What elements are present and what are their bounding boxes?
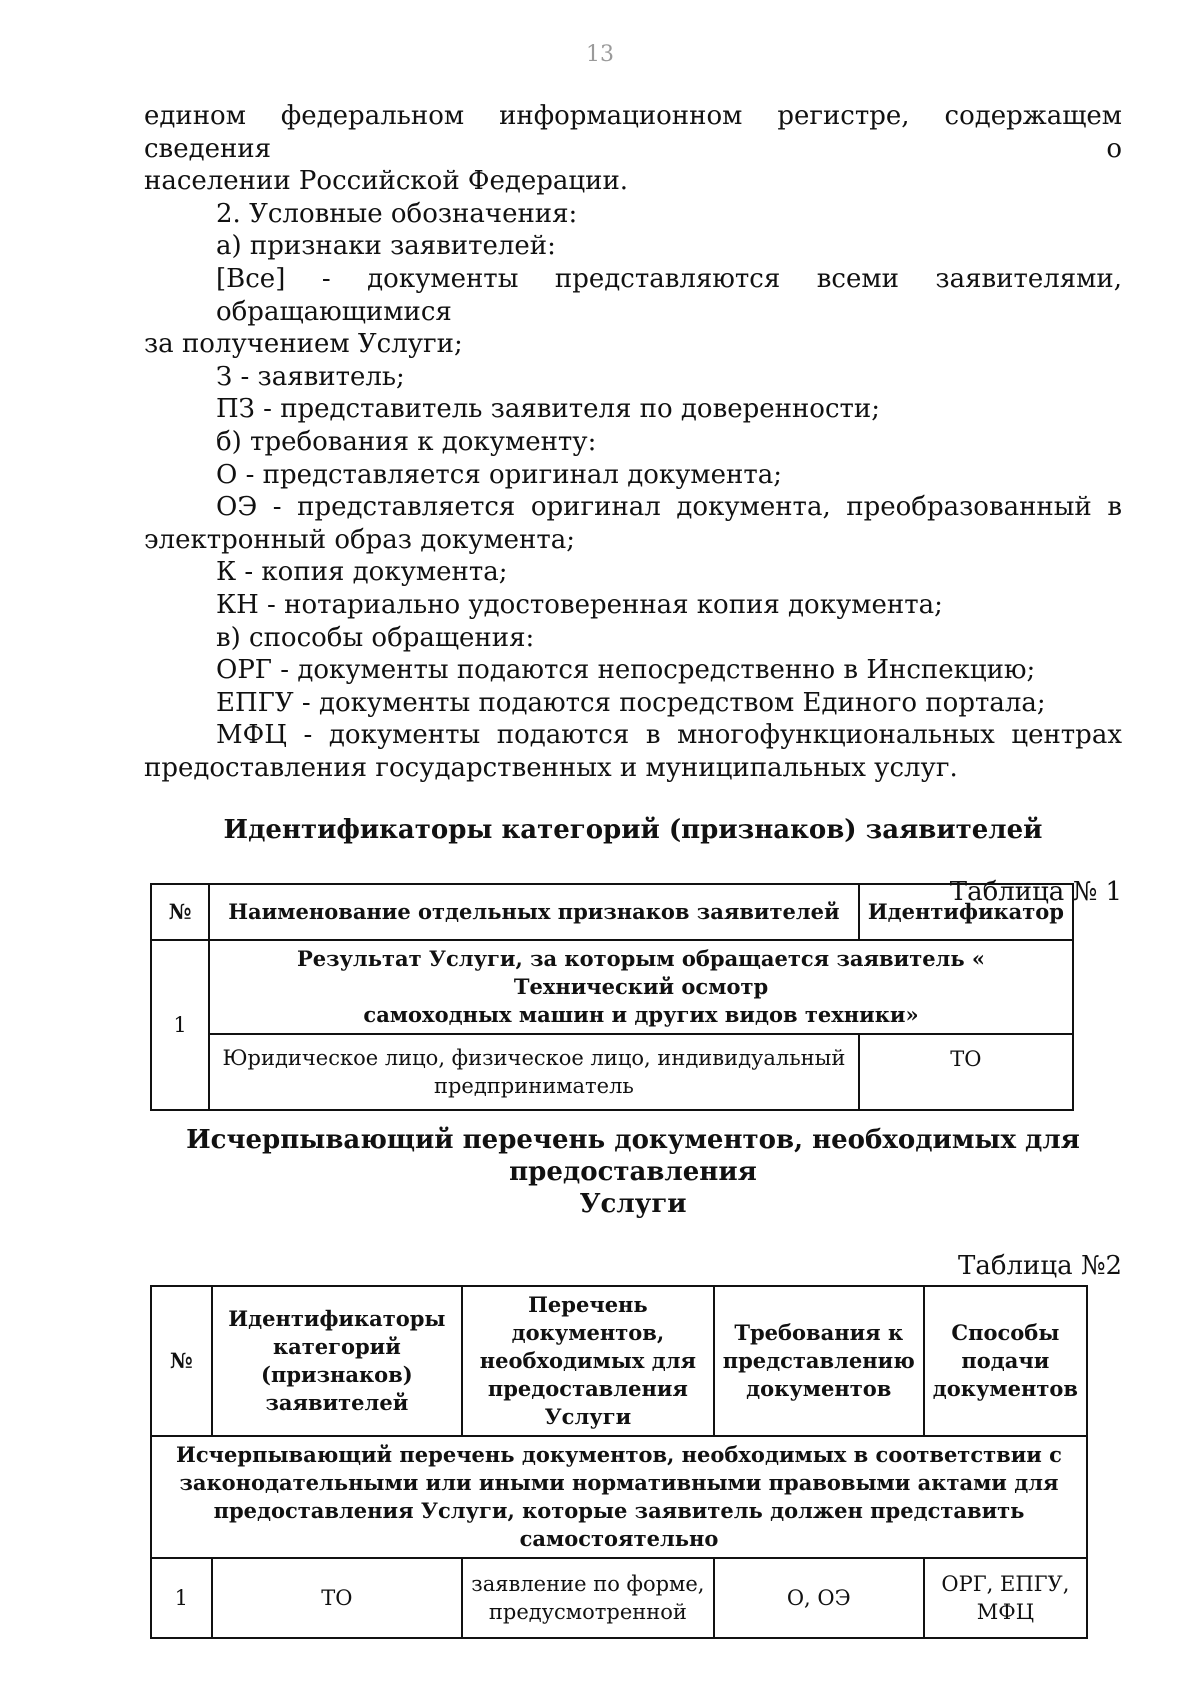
- table-subheader-row: [151, 1436, 1087, 1558]
- section-heading-line: Услуги: [579, 1189, 687, 1219]
- header-line: заявителей: [265, 1390, 409, 1415]
- header-line: Способы: [951, 1320, 1060, 1345]
- cell-line: предприниматель: [433, 1074, 634, 1098]
- cell-subheader: [151, 1436, 1087, 1558]
- header-line: категорий: [272, 1334, 401, 1359]
- paragraph-line: МФЦ - документы подаются в многофункциональных центрах: [216, 720, 1122, 751]
- cell-line: МФЦ: [976, 1600, 1035, 1624]
- section-heading: Идентификаторы категорий (признаков) заявителей: [223, 815, 1043, 846]
- header-line: предоставления: [487, 1376, 688, 1401]
- header-line: документов: [932, 1376, 1078, 1401]
- header-line: подачи: [961, 1348, 1050, 1373]
- header-line: Перечень документов,: [511, 1292, 665, 1345]
- section2-header: [144, 1124, 1122, 1283]
- header-line: документов: [746, 1376, 892, 1401]
- paragraph: 2. Условные обозначения:: [216, 198, 578, 229]
- header-line: Идентификаторы: [228, 1306, 446, 1331]
- paragraph-line: едином федеральном информационном регистре, содержащем сведения о: [144, 101, 1122, 164]
- cell-applicant: [209, 1034, 859, 1110]
- paragraph: ОРГ - документы подаются непосредственно в Инспекцию;: [216, 655, 1036, 686]
- page-number: 13: [586, 42, 614, 67]
- table-header-row: [151, 884, 1073, 940]
- header-requirements: [714, 1286, 924, 1436]
- cell-result-group: [209, 940, 1073, 1034]
- cell-document: [462, 1558, 714, 1638]
- cell-line: ОРГ, ЕПГУ,: [941, 1572, 1070, 1596]
- paragraph: З - заявитель;: [216, 361, 405, 392]
- cell-num: 1: [151, 1558, 212, 1638]
- cell-line: Исчерпывающий перечень документов, необходимых в соответствии с: [176, 1442, 1062, 1467]
- cell-line: предусмотренной: [488, 1600, 687, 1624]
- paragraph-line: ОЭ - представляется оригинал документа, преобразованный в: [216, 492, 1122, 523]
- documents-table: [150, 1285, 1088, 1639]
- document-body: [144, 100, 1122, 909]
- paragraph: ПЗ - представитель заявителя по доверенности;: [216, 394, 880, 425]
- paragraph-line: населении Российской Федерации.: [144, 166, 629, 197]
- header-documents: [462, 1286, 714, 1436]
- cell-methods: [924, 1558, 1087, 1638]
- cell-line: заявление по форме,: [471, 1572, 705, 1596]
- paragraph: КН - нотариально удостоверенная копия документа;: [216, 589, 943, 620]
- header-line: Услуги: [544, 1404, 632, 1429]
- cell-line: самоходных машин и других видов техники»: [363, 1002, 919, 1027]
- cell-line: предоставления Услуги, которые заявитель должен представить самостоятельно: [213, 1498, 1025, 1551]
- paragraph: ЕПГУ - документы подаются посредством Единого портала;: [216, 687, 1046, 718]
- header-name: Наименование отдельных признаков заявителей: [209, 884, 859, 940]
- paragraph: в) способы обращения:: [216, 622, 535, 653]
- paragraph: О - представляется оригинал документа;: [216, 459, 782, 490]
- header-line: необходимых для: [479, 1348, 697, 1373]
- cell-line: законодательными или иными нормативными правовыми актами для: [179, 1470, 1059, 1495]
- cell-requirements: О, ОЭ: [714, 1558, 924, 1638]
- table-row: [151, 1558, 1087, 1638]
- header-line: Требования к: [734, 1320, 904, 1345]
- header-num: №: [151, 884, 209, 940]
- cell-line: Юридическое лицо, физическое лицо, индивидуальный: [222, 1046, 846, 1070]
- table-row: [151, 1034, 1073, 1110]
- table-label: Таблица №2: [958, 1251, 1122, 1281]
- header-identifiers: [212, 1286, 462, 1436]
- table-header-row: [151, 1286, 1087, 1436]
- cell-identifier: ТО: [212, 1558, 462, 1638]
- paragraph-line: за получением Услуги;: [144, 329, 463, 360]
- cell-identifier: ТО: [859, 1034, 1073, 1110]
- applicant-categories-table: [150, 883, 1074, 1111]
- header-line: (признаков): [261, 1362, 413, 1387]
- header-line: представлению: [722, 1348, 915, 1373]
- cell-line: Результат Услуги, за которым обращается заявитель « Технический осмотр: [296, 946, 986, 999]
- section-heading-line: Исчерпывающий перечень документов, необходимых для предоставления: [186, 1125, 1080, 1187]
- header-identifier: Идентификатор: [859, 884, 1073, 940]
- table-label: Таблица № 1: [949, 877, 1122, 908]
- table-row: [151, 940, 1073, 1034]
- cell-num: 1: [151, 940, 209, 1110]
- paragraph-line: электронный образ документа;: [144, 524, 576, 555]
- paragraph: б) требования к документу:: [216, 426, 597, 457]
- header-methods: [924, 1286, 1087, 1436]
- paragraph: К - копия документа;: [216, 557, 508, 588]
- paragraph-line: предоставления государственных и муниципальных услуг.: [144, 752, 958, 783]
- paragraph-line: [Все] - документы представляются всеми заявителями, обращающимися: [216, 263, 1122, 327]
- header-num: №: [151, 1286, 212, 1436]
- paragraph: а) признаки заявителей:: [216, 231, 556, 262]
